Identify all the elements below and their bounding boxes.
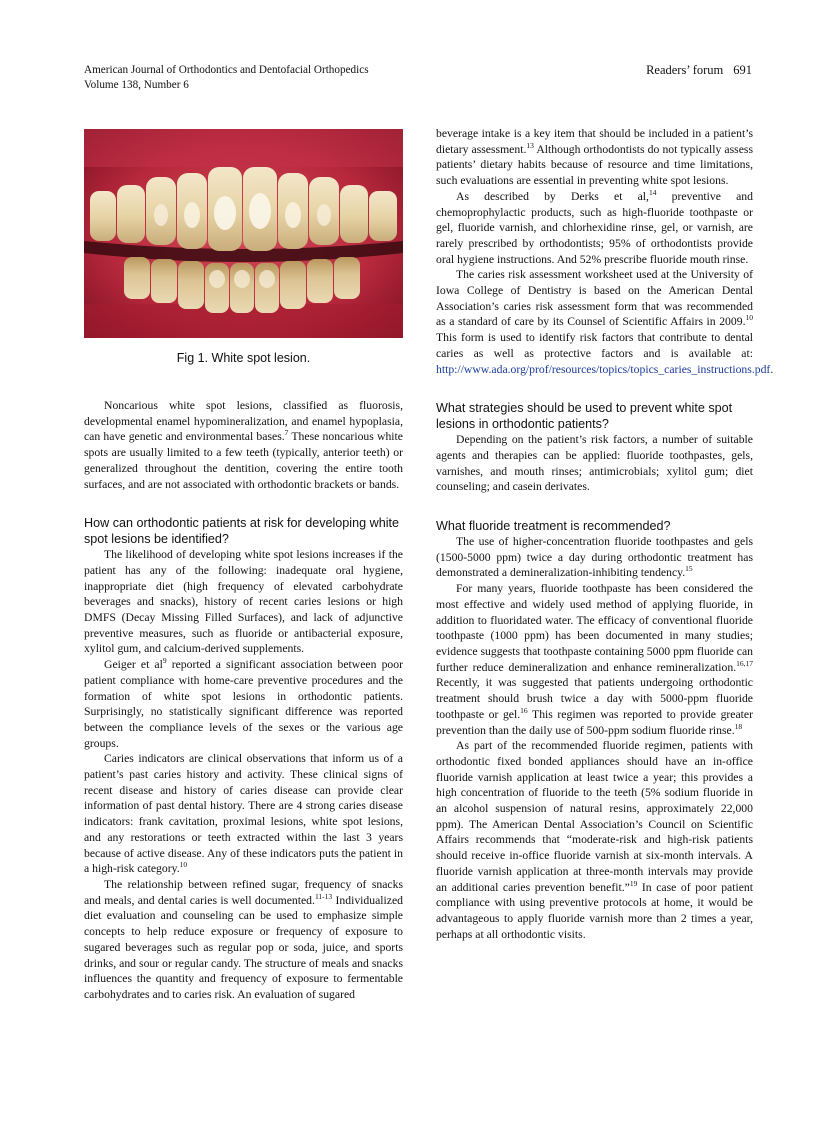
page-number: 691 — [733, 63, 752, 77]
paragraph-noncarious: Noncarious white spot lesions, classified as fluorosis, developmental enamel hypomineralization, and enamel hypoplasia, can have genetic and environmental bases.$^7$ These noncarious white spots are usually limited to a few teeth (typically, anterior teeth) or generalized throughout the dentition, covering the entire tooth surfaces, and are not associated with orthodontic brackets or bands. — [84, 399, 403, 491]
reference-marker: 16,17 — [736, 658, 753, 668]
reference-marker: 19 — [629, 878, 638, 888]
paragraph-fluoride-varnish: As part of the recommended fluoride regimen, patients with orthodontic fixed bonded appliances should have an in-office fluoride varnish application at least twice a year; this provides a high concentration of fluoride to the teeth (5% sodium fluoride in an alcohol suspension of natural resins, approximately 22,000 ppm). The American Dental Association’s Council on Scientific Affairs recommends that “moderate-risk and high-risk patients should receive in-office fluoride varnish at six-month intervals. A fluoride varnish application at three-month intervals may provide an additional caries prevention benefit.”$^{19}$ In case of poor patient compliance with using preventive protocols at home, it would be advantageous to apply fluoride varnish more than 2 times a year, perhaps at all orthodontic visits. — [436, 739, 754, 941]
paragraph-refined-sugar: The relationship between refined sugar, frequency of snacks and meals, and dental caries is well documented.$^{11-13}$ Individualized diet evaluation and counseling can be used to emphasize simple concepts to help reduce exposure or frequency of exposure to sugared beverages such as regular pop or soda, juice, and sports drinks, and sour or regular candy. The structure of meals and snacks influences the quantity and frequency of exposure to fermentable carbohydrates and to caries risk. An evaluation of sugared — [84, 877, 403, 1001]
paragraph-risk-factors-agents: Depending on the patient’s risk factors, a number of suitable agents and therapies can be applied: fluoride toothpastes, gels, varnishes, and mouth rinses; antimicrobials; xylitol gum; diet counseling; and casein derivates. — [436, 433, 753, 494]
reference-marker: 7 — [284, 428, 289, 438]
left-column — [84, 398, 403, 1003]
reference-marker: 18 — [734, 721, 743, 731]
paragraph-geiger: Geiger et $al^9$ reported a significant association between poor patient compliance with home-care preventive procedures and the formation of white spot lesions in orthodontic patients. Surprisingly, no statistically significant difference was reported between the compliance levels of the sexes or the various age groups. — [84, 656, 403, 750]
figure-caption: Fig 1. White spot lesion. — [176, 351, 311, 365]
journal-volume: Volume 138, Number 6 — [84, 79, 189, 91]
reference-marker: 13 — [526, 140, 534, 150]
section-heading-prevent-strategies: What strategies should be used to prevent white spot lesions in orthodontic patients? — [436, 401, 733, 432]
paragraph-higher-concentration: The use of higher-concentration fluoride toothpastes and gels (1500-5000 ppm) twice a day during orthodontic treatment has demonstrated a demineralization-inhibiting tendency.$^{15}$ — [436, 535, 753, 580]
paragraph-beverage-intake: beverage intake is a key item that should be included in a patient’s dietary assessment.$^{13}$ Although orthodontists do not typically assess patients’ dietary habits because of resource and time limitations, such evaluations are essential in preventing white spot lesions. — [436, 127, 753, 188]
paragraph-derks: As described by Derks et al,$^{14}$ preventive and chemoprophylactic products, such as high-fluoride toothpaste or gel, fluoride varnish, and chlorhexidine rinse, gel, or varnish, are rarely prescribed by orthodontists; 95% of orthodontists provide oral hygiene instructions. And 52% prescribe fluoride mouth rinse. — [436, 187, 753, 266]
paragraph-caries-indicators: Caries indicators are clinical observations that inform us of a patient’s past caries history and activity. These clinical signs of recent disease and history of caries disease can provide clear information of past dental history. There are 4 strong caries disease indicators: frank cavitation, proximal lesions, white spot lesions, and any restorations or teeth extracted within the last 3 years because of active disease. Any of these indicators puts the patient in a high-risk category.$^{10}$ — [84, 752, 403, 876]
ada-resource-link[interactable]: http://www.ada.org/prof/resources/topics/topics_caries_instructions.pdf — [436, 362, 771, 376]
reference-marker: 10 — [745, 313, 753, 323]
section-title: Readers’ forum — [646, 63, 724, 77]
reference-marker: 11-13 — [314, 891, 333, 901]
paragraph-fluoride-toothpaste: For many years, fluoride toothpaste has been considered the most effective and widely used method of applying fluoride, in addition to fluoridated water. The efficacy of conventional fluoride toothpaste (1000 ppm) has been documented in many studies; evidence suggests that toothpaste containing 5000 ppm fluoride can further reduce demineralization and enhance remineralization.$^{16,17}$ Recently, it was suggested that patients undergoing orthodontic treatment should brush twice a day with 5000-ppm fluoride toothpaste or gel.$^{16}$ This regimen was reported to provide greater prevention than the daily use of 500-ppm sodium fluoride rinse.$^{18}$ — [436, 582, 754, 737]
right-column — [436, 126, 774, 942]
running-header-journal — [84, 63, 369, 93]
reference-marker: 14 — [648, 187, 657, 197]
teeth-photo — [84, 129, 403, 338]
paragraph-iowa-worksheet: The caries risk assessment worksheet used at the University of Iowa College of Dentistry is based on the American Dental Association’s caries risk assessment form that was recommended as a standard of care by its Counsel of Scientific Affairs in 2009.10 This form is used to identify risk factors that contribute to dental caries as well as protective factors and is available at: http://www.ada.org/prof/resources/topics/topics_caries_instructions.pdf. — [436, 268, 774, 376]
reference-marker: 16 — [520, 705, 528, 715]
reference-marker: 9 — [162, 656, 167, 666]
reference-marker: 10 — [179, 860, 188, 870]
figure-photo-white-spot-lesion — [84, 129, 403, 338]
section-heading-fluoride-treatment: What fluoride treatment is recommended? — [436, 519, 671, 534]
running-header-section — [646, 63, 752, 78]
paragraph-likelihood: The likelihood of developing white spot lesions increases if the patient has any of the following: inadequate oral hygiene, inappropriate diet (high frequency of elevated carbohydrate beverages and snacks), history of recent caries lesions or high DMFS (Decay Missing Filled Surfaces), and lack of adjunctive preventive measures, such as fluoride or antibacterial exposure, xylitol gum, and calcium-derived supplements. — [84, 548, 403, 656]
section-heading-identify-risk: How can orthodontic patients at risk for developing white spot lesions be identified? — [84, 516, 400, 547]
reference-marker: 15 — [685, 564, 693, 574]
journal-title: American Journal of Orthodontics and Dentofacial Orthopedics — [84, 64, 369, 76]
